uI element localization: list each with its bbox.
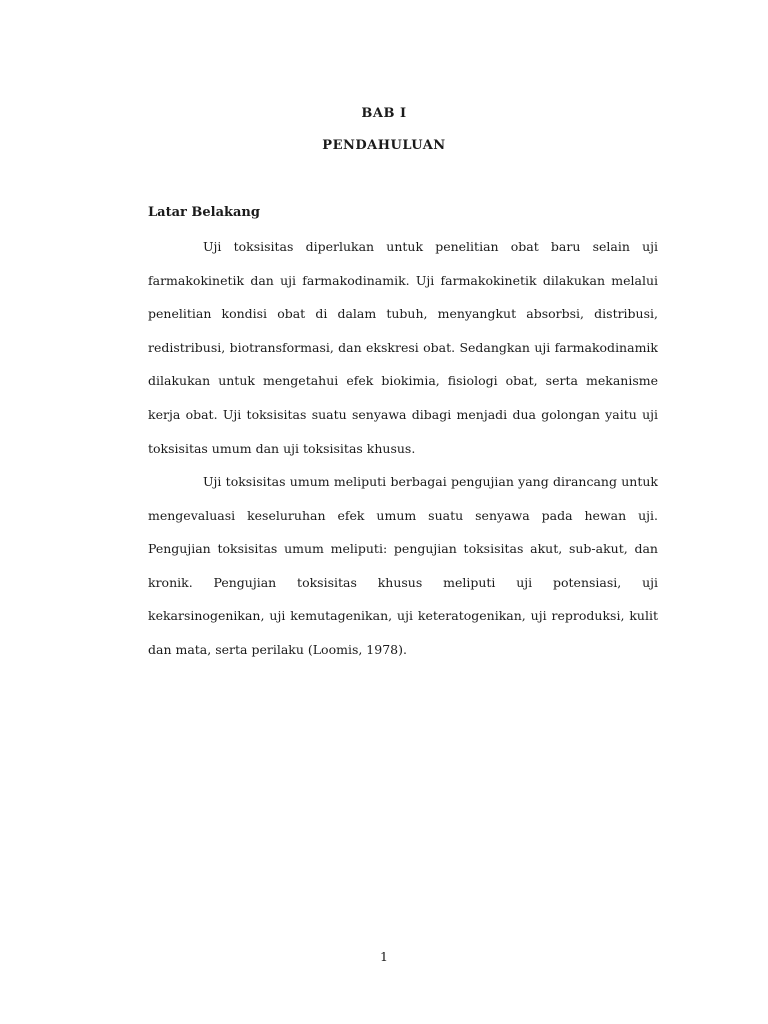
section-heading: Latar Belakang xyxy=(148,205,260,220)
paragraph-block xyxy=(148,465,658,667)
chapter-number: BAB I xyxy=(361,106,407,121)
paragraph-block xyxy=(148,230,658,465)
paragraph: Uji toksisitas diperlukan untuk penelitian obat baru selain uji farmakokinetik dan uji farmakodinamik. Uji farmakokinetik dilakukan melalui penelitian kondisi obat di dalam tubuh, menyangkut absorbsi, distribusi, redistribusi, biotransformasi, dan ekskresi obat. Sedangkan uji farmakodinamik dilakukan untuk mengetahui efek biokimia, fisiologi obat, serta mekanisme kerja obat. Uji toksisitas suatu senyawa dibagi menjadi dua golongan yaitu uji toksisitas umum dan uji toksisitas khusus. xyxy=(148,239,658,456)
chapter-title: PENDAHULUAN xyxy=(322,138,446,153)
page-number: 1 xyxy=(380,949,388,964)
paragraph: Uji toksisitas umum meliputi berbagai pengujian yang dirancang untuk mengevaluasi keseluruhan efek umum suatu senyawa pada hewan uji. Pengujian toksisitas umum meliputi: pengujian toksisitas akut, sub-akut, dan kronik. Pengujian toksisitas khusus meliputi uji potensiasi, uji kekarsinogenikan, uji kemutagenikan, uji keteratogenikan, uji reproduksi, kulit dan mata, serta perilaku (Loomis, 1978). xyxy=(148,474,658,657)
